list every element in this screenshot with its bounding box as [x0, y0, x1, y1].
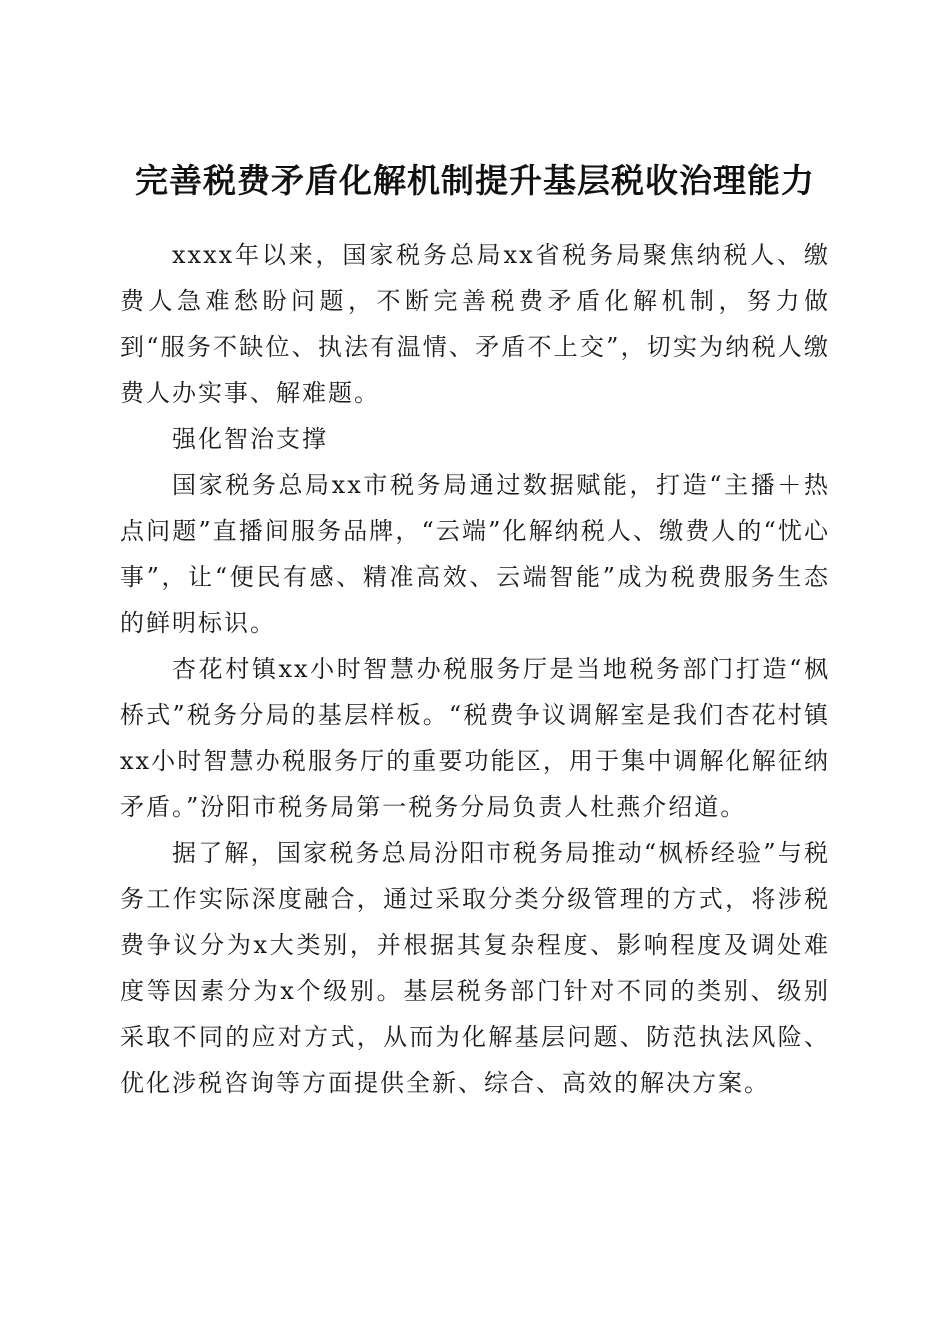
document-title: 完善税费矛盾化解机制提升基层税收治理能力 — [135, 161, 815, 201]
section-heading: 强化智治支撑 — [172, 425, 328, 453]
intro-paragraph: xxxx年以来，国家税务总局xx省税务局聚焦纳税人、缴费人急难愁盼问题，不断完善税费矛盾化解机制，努力做到“服务不缺位、执法有温情、矛盾不上交”，切实为纳税人缴费人办实事、解难题。 — [120, 241, 830, 407]
body-paragraph: 据了解，国家税务总局汾阳市税务局推动“枫桥经验”与税务工作实际深度融合，通过采取分类分级管理的方式，将涉税费争议分为x大类别，并根据其复杂程度、影响程度及调处难度等因素分为x个级别。基层税务部门针对不同的类别、级别采取不同的应对方式，从而为化解基层问题、防范执法风险、优化涉税咨询等方面提供全新、综合、高效的解决方案。 — [120, 839, 830, 1097]
document-body — [120, 232, 830, 1106]
body-paragraph: 国家税务总局xx市税务局通过数据赋能，打造“主播＋热点问题”直播间服务品牌，“云端”化解纳税人、缴费人的“忧心事”，让“便民有感、精准高效、云端智能”成为税费服务生态的鲜明标识。 — [120, 471, 830, 637]
body-paragraph: 杏花村镇xx小时智慧办税服务厅是当地税务部门打造“枫桥式”税务分局的基层样板。“税费争议调解室是我们杏花村镇xx小时智慧办税服务厅的重要功能区，用于集中调解化解征纳矛盾。”汾阳市税务局第一税务分局负责人杜燕介绍道。 — [120, 655, 830, 821]
